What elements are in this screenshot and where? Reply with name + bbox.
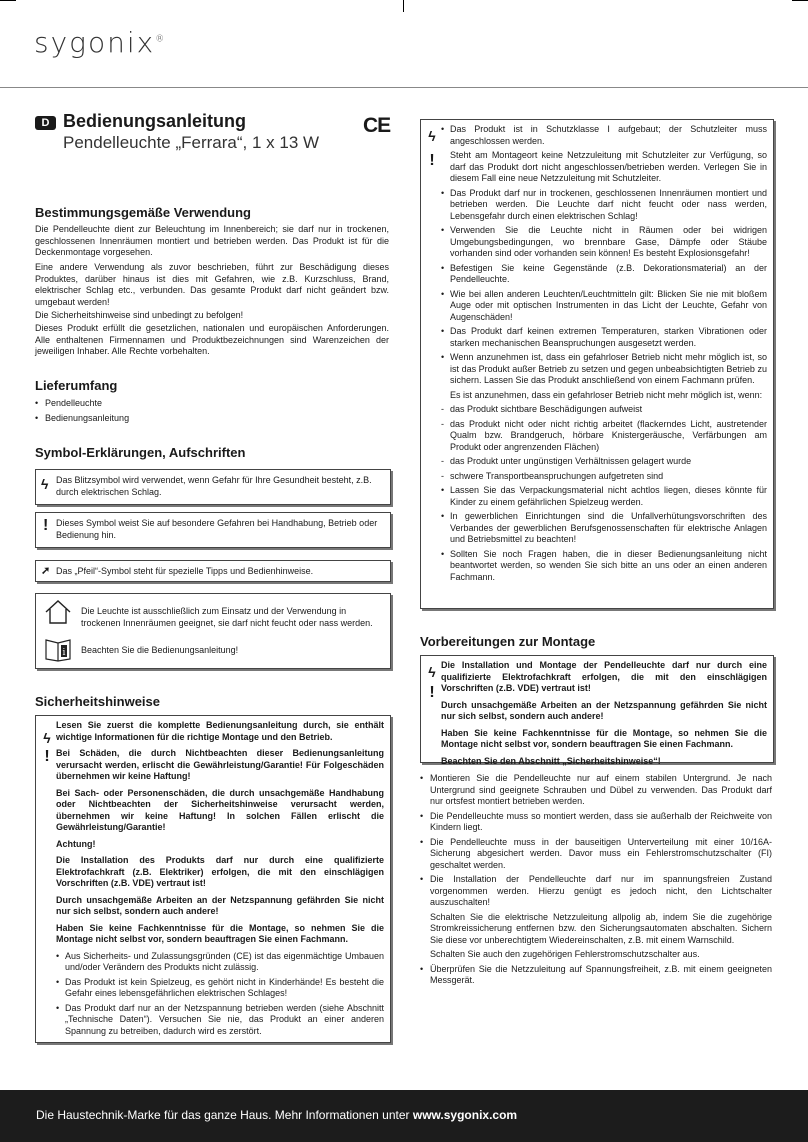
list-item: • Befestigen Sie keine Gegenstände (z.B. Dekorationsmaterial) an der Pendelleuchte. [441,263,767,286]
list-item: • Überprüfen Sie die Netzzuleitung auf Spannungsfreiheit, z.B. mit einem geeigneten Messgerät. [420,964,772,987]
lightning-icon: ϟ [43,730,51,746]
list-item: - das Produkt unter ungünstigen Verhältnissen gelagert wurde [441,456,767,468]
ce-mark: CE [363,114,391,137]
symbol-box-lightning [35,469,391,505]
usage-paragraph: Eine andere Verwendung als zuvor beschrieben, führt zur Beschädigung dieses Produktes, darüber hinaus ist dies mit Gefahren, wie z.B. Kurzschluss, Brand, elektrischer Schlag etc., verbunden. Das gesamte Produkt darf nicht geändert bzw. umgebaut werden! [35,262,389,307]
footer-text [36,1108,517,1122]
usage-paragraph: Die Pendelleuchte dient zur Beleuchtung im Innenbereich; sie darf nur in trockenen, geschlossenen Innenräumen montiert und betrieben werden. Das Produkt ist für die Deckenmontage vorgesehen. [35,224,389,257]
list-item: • Wie bei allen anderen Leuchten/Leuchtmitteln gilt: Blicken Sie nie mit bloßem Auge oder mit optischen Instrumenten in das Licht der Leuchte, Gefahr von Augenschäden! [441,289,767,324]
svg-text:i: i [62,648,66,658]
warning-icons [426,126,438,170]
prep-heading: Vorbereitungen zur Montage [420,634,596,649]
list-item: • Die Pendelleuchte muss so montiert werden, dass sie außerhalb der Reichweite von Kindern liegt. [420,811,772,834]
list-item: • Bedienungsanleitung [35,413,389,425]
warning-icons [426,662,438,702]
crop-mark [403,0,404,12]
safety-note: Durch unsachgemäße Arbeiten an der Netzspannung gefährden Sie nicht nur sich selbst, sondern auch andere! [56,894,384,916]
prep-warning: Beachten Sie den Abschnitt „Sicherheitshinweise“! [441,755,661,766]
exclamation-icon: ! [429,152,435,169]
list-item: • Das Produkt ist kein Spielzeug, es gehört nicht in Kinderhände! Es besteht die Gefahr eines lebensgefährlichen elektrischen Schlages! [56,977,384,1000]
symbol-text: Die Leuchte ist ausschließlich zum Einsatz und der Verwendung in trockenen Innenräumen geeignet, sie darf nicht feucht oder nass werden. [81,606,373,628]
list-item: Schalten Sie auch den zugehörigen Fehlerstromschutzschalter aus. [430,949,700,959]
prep-warning: Durch unsachgemäße Arbeiten an der Netzspannung gefährden Sie nicht nur sich selbst, sondern auch andere! [441,699,767,721]
warning-icons [41,722,53,766]
list-item: • Aus Sicherheits- und Zulassungsgründen (CE) ist das eigenmächtige Umbauen und/oder Verändern des Produkts nicht zulässig. [56,951,384,974]
house-icon [44,599,72,625]
list-item: • Die Installation der Pendelleuchte darf nur im spannungsfreien Zustand vorgenommen werden. Hierzu genügt es jedoch nicht, den Lichtschalter auszuschalten! [420,874,772,909]
manual-icon [44,636,72,662]
safety-note: Die Installation des Produkts darf nur durch eine qualifizierte Elektrofachkraft (z.B. Elektriker) erfolgen, die mit den einschlägigen Vorschriften (z.B. VDE) vertraut ist! [56,855,384,888]
prep-list [420,773,772,990]
list-item: • Die Pendelleuchte muss in der bauseitigen Unterverteilung mit einer 10/16A-Sicherung abgesichert werden. Davor muss ein Fehlerstromschutzschalter (FI) geschaltet werden. [420,837,772,872]
exclamation-icon: ! [429,684,435,701]
footer-url[interactable]: www.sygonix.com [412,1108,518,1122]
usage-heading: Bestimmungsgemäße Verwendung [35,205,251,220]
safety-box [35,715,391,1043]
safety-note: Achtung! [56,838,96,849]
symbol-box-indoor [35,593,391,669]
footer-bar [0,1090,808,1142]
lightning-icon: ϟ [41,476,49,492]
list-item: • Montieren Sie die Pendelleuchte nur auf einem stabilen Untergrund. Je nach Untergrund sind geeignete Schrauben und Dübel zu verwenden. Das Produkt darf nur ortsfest montiert betrieben werden. [420,773,772,808]
symbol-box-exclamation [35,512,391,548]
symbol-text: Das „Pfeil“-Symbol steht für spezielle Tipps und Bedienhinweise. [56,566,314,576]
list-item: • Verwenden Sie die Leuchte nicht in Räumen oder bei widrigen Umgebungsbedingungen, wo brennbare Gase, Dämpfe oder Stäube vorhanden sind oder vorhanden sein können! Es besteht Explosionsgefahr! [441,225,767,260]
header-rule [0,87,808,88]
list-item: • Wenn anzunehmen ist, dass ein gefahrloser Betrieb nicht mehr möglich ist, so ist das Produkt außer Betrieb zu setzen und gegen unbeabsichtigten Betrieb zu sichern. Lassen Sie das Produkt anschließend von einem Fachmann prüfen. [441,352,767,387]
list-item: • Das Produkt ist in Schutzklasse I aufgebaut; der Schutzleiter muss angeschlossen werden. [441,124,767,147]
list-item: Es ist anzunehmen, dass ein gefahrloser Betrieb nicht mehr möglich ist, wenn: [450,389,763,400]
prep-warning-content [441,660,767,772]
exclamation-icon: ! [44,748,50,765]
crop-mark [792,0,808,1]
symbols-heading: Symbol-Erklärungen, Aufschriften [35,445,246,460]
symbol-box-arrow [35,560,391,582]
safety-list [441,124,767,583]
language-badge: D [35,116,56,130]
list-item: • Das Produkt darf nur an der Netzspannung betrieben werden (siehe Abschnitt „Technische Daten“). Versuchen Sie nie, das Produkt an einer anderen Spannung zu betreiben, dadurch wird es zerstört. [56,1003,384,1038]
safety-content [56,720,384,1040]
prep-warning-box [420,655,774,766]
prep-warning: Die Installation und Montage der Pendelleuchte darf nur durch eine qualifizierte Elektrofachkraft erfolgen, die mit den einschlägigen Vorschriften (z.B. VDE) vertraut ist! [441,660,767,693]
list-item: • Sollten Sie noch Fragen haben, die in dieser Bedienungsanleitung nicht beantwortet werden, so wenden Sie sich bitte an uns oder an einen anderen Fachmann. [441,549,767,584]
prep-warning: Haben Sie keine Fachkenntnisse für die Montage, so nehmen Sie die Montage nicht selbst vor, sondern beauftragen Sie einen Fachmann. [441,727,767,749]
page-title: Bedienungsanleitung [63,111,247,131]
brand-logo: sygonix® [34,26,165,59]
delivery-list [35,398,389,427]
safety-box-continued [420,119,774,609]
list-item: - das Produkt nicht oder nicht richtig arbeitet (flackerndes Licht, austretender Qualm bzw. Brandgeruch, hörbare Knistergeräusche, Verfärbungen am Produkt oder angrenzenden Flächen) [441,419,767,454]
page-subtitle: Pendelleuchte „Ferrara“, 1 x 13 W [63,133,320,152]
delivery-heading: Lieferumfang [35,378,118,393]
list-item: • Das Produkt darf nur in trockenen, geschlossenen Innenräumen montiert und betrieben werden. Die Leuchte darf nicht feucht oder nass werden, Lebensgefahr durch einen elektrischen Schlag! [441,188,767,223]
arrow-icon: ➚ [41,565,51,577]
safety-heading: Sicherheitshinweise [35,694,160,709]
lightning-icon: ϟ [428,664,436,680]
usage-paragraph: Die Sicherheitshinweise sind unbedingt zu befolgen! [35,310,244,320]
usage-paragraph: Dieses Produkt erfüllt die gesetzlichen, nationalen und europäischen Anforderungen. Alle enthaltenen Firmennamen und Produktbezeichnungen sind Warenzeichen der jeweiligen Inhaber. Alle Rechte vorbehalten. [35,323,389,356]
list-item: • Pendelleuchte [35,398,389,410]
safety-note: Haben Sie keine Fachkenntnisse für die Montage, so nehmen Sie die Montage nicht selbst vor, sondern beauftragen Sie einen Fachmann. [56,922,384,944]
list-item: • Lassen Sie das Verpackungsmaterial nicht achtlos liegen, dieses könnte für Kinder zu einem gefährlichen Spielzeug werden. [441,485,767,508]
footer-tagline: Die Haustechnik-Marke für das ganze Haus. Mehr Informationen unter [36,1108,413,1122]
list-item: Schalten Sie die elektrische Netzzuleitung allpolig ab, indem Sie die zugehörige Stromkreissicherung entfernen bzw. den Sicherungsautomaten abschalten. Sichern Sie diese vor unberechtigtem Wiedereinschalten, z.B. mit einem Warnschild. [430,911,772,945]
symbol-text: Dieses Symbol weist Sie auf besondere Gefahren bei Handhabung, Betrieb oder Bedienung hin. [56,518,378,540]
safety-note: Bei Sach- oder Personenschäden, die durch unsachgemäße Handhabung oder Nichtbeachten der Sicherheitshinweise verursacht werden, übernehmen wir keine Haftung! In solchen Fällen erlischt die Gewährleistung/Garantie! [56,787,384,832]
list-item: Steht am Montageort keine Netzzuleitung mit Schutzleiter zur Verfügung, so darf das Produkt dort nicht angeschlossen/betrieben werden. Verlegen Sie in diesem Fall eine neue Netzzuleitung mit Schutzleiter. [450,150,767,183]
safety-list [56,951,384,1038]
safety-content [441,124,767,586]
lightning-icon: ϟ [428,128,436,144]
crop-mark [0,0,16,1]
list-item: - schwere Transportbeanspruchungen aufgetreten sind [441,471,767,483]
safety-note: Lesen Sie zuerst die komplette Bedienungsanleitung durch, sie enthält wichtige Informationen für die richtige Montage und den Betrieb. [56,720,384,742]
safety-note: Bei Schäden, die durch Nichtbeachten dieser Bedienungsanleitung verursacht werden, erlischt die Gewährleistung/Garantie! Für Folgeschäden übernehmen wir keine Haftung! [56,748,384,781]
exclamation-icon: ! [43,517,49,534]
symbol-text: Das Blitzsymbol wird verwendet, wenn Gefahr für Ihre Gesundheit besteht, z.B. durch elektrischen Schlag. [56,475,372,497]
symbol-text: Beachten Sie die Bedienungsanleitung! [81,645,239,655]
list-item: • Das Produkt darf keinen extremen Temperaturen, starken Vibrationen oder starken mechanischen Beanspruchungen ausgesetzt werden. [441,326,767,349]
list-item: • In gewerblichen Einrichtungen sind die Unfallverhütungsvorschriften des Verbandes der gewerblichen Berufsgenossenschaften für elektrische Anlagen und Betriebsmittel zu beachten! [441,511,767,546]
list-item: - das Produkt sichtbare Beschädigungen aufweist [441,404,767,416]
